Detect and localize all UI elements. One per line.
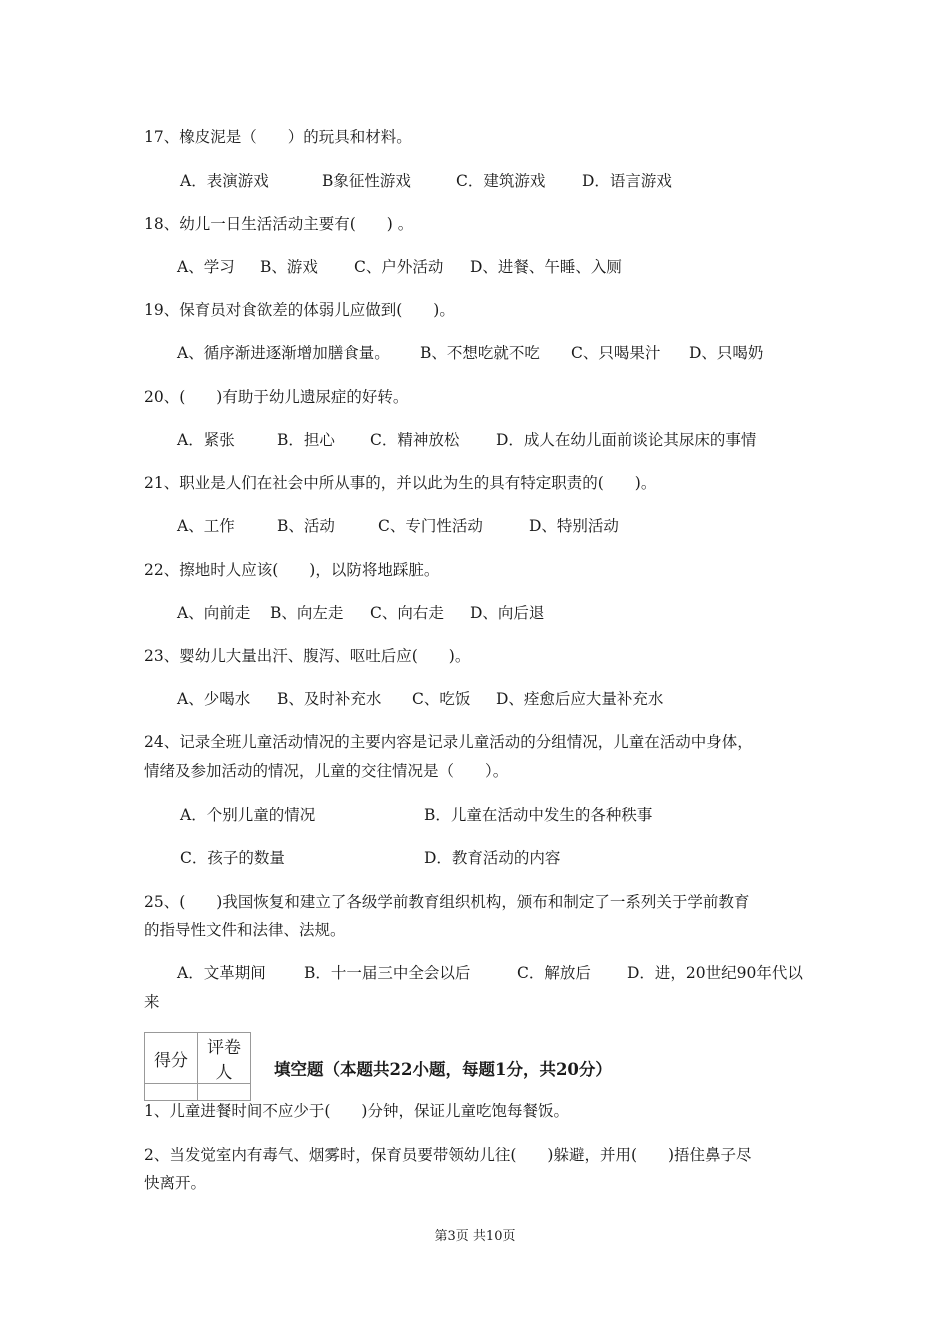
question-21-option-a: A、工作 [177, 517, 235, 535]
question-22-option-c: C、向右走 [370, 604, 444, 622]
question-25-option-c: C．解放后 [517, 964, 591, 982]
question-20-option-b: B．担心 [277, 431, 335, 449]
question-23-stem: 23、婴幼儿大量出汗、腹泻、呕吐后应( )。 [144, 647, 471, 665]
question-21-stem: 21、职业是人们在社会中所从事的，并以此为生的具有特定职责的( )。 [144, 474, 657, 492]
question-20-option-a: A．紧张 [177, 431, 235, 449]
question-19-option-c: C、只喝果汁 [571, 344, 661, 362]
question-17-option-b: B象征性游戏 [322, 172, 411, 190]
question-17-option-a: A．表演游戏 [180, 172, 269, 190]
question-20-option-c: C．精神放松 [370, 431, 460, 449]
question-21-option-d: D、特别活动 [529, 517, 619, 535]
question-24-option-b: B．儿童在活动中发生的各种秩事 [424, 806, 653, 824]
question-24-option-c: C．孩子的数量 [180, 849, 285, 867]
question-23-option-c: C、吃饭 [412, 690, 471, 708]
question-17-stem: 17、橡皮泥是（ ）的玩具和材料。 [144, 128, 412, 146]
question-21-option-b: B、活动 [277, 517, 335, 535]
score-box-score-cell [145, 1084, 198, 1101]
question-19-stem: 19、保育员对食欲差的体弱儿应做到( )。 [144, 301, 455, 319]
score-box-grader-cell [198, 1084, 251, 1101]
question-23-option-b: B、及时补充水 [277, 690, 382, 708]
page-number: 第3页 共10页 [434, 1229, 516, 1244]
question-22-option-b: B、向左走 [270, 604, 344, 622]
question-17-option-c: C．建筑游戏 [456, 172, 546, 190]
question-18-option-b: B、游戏 [260, 258, 318, 276]
question-17-option-d: D．语言游戏 [582, 172, 672, 190]
question-22-stem: 22、擦地时人应该( )，以防将地踩脏。 [144, 561, 440, 579]
question-24-option-d: D．教育活动的内容 [424, 849, 561, 867]
question-21-option-c: C、专门性活动 [378, 517, 483, 535]
question-19-option-b: B、不想吃就不吃 [420, 344, 540, 362]
question-24-option-a: A．个别儿童的情况 [180, 806, 316, 824]
fill-question-2-line2: 快离开。 [144, 1174, 207, 1192]
fill-question-1: 1、儿童进餐时间不应少于( )分钟，保证儿童吃饱每餐饭。 [144, 1102, 569, 1120]
question-19-option-a: A、循序渐进逐渐增加膳食量。 [177, 344, 390, 362]
question-22-option-d: D、向后退 [470, 604, 545, 622]
question-24-stem-line1: 24、记录全班儿童活动情况的主要内容是记录儿童活动的分组情况，儿童在活动中身体， [144, 733, 753, 751]
question-22-option-a: A、向前走 [177, 604, 251, 622]
question-18-option-c: C、户外活动 [354, 258, 444, 276]
question-25-option-a: A．文革期间 [177, 964, 266, 982]
question-25-stem-line2: 的指导性文件和法律、法规。 [144, 921, 346, 939]
question-25-option-b: B．十一届三中全会以后 [304, 964, 471, 982]
question-25-option-d: D．进，20世纪90年代以 [627, 964, 803, 982]
question-23-option-a: A、少喝水 [177, 690, 251, 708]
question-18-option-a: A、学习 [177, 258, 235, 276]
question-19-option-d: D、只喝奶 [689, 344, 764, 362]
fill-question-2-line1: 2、当发觉室内有毒气、烟雾时，保育员要带领幼儿往( )躲避，并用( )捂住鼻子尽 [144, 1146, 752, 1164]
question-25-stem-line1: 25、( )我国恢复和建立了各级学前教育组织机构，颁布和制定了一系列关于学前教育 [144, 893, 750, 911]
question-20-stem: 20、( )有助于幼儿遗尿症的好转。 [144, 388, 409, 406]
question-24-stem-line2: 情绪及参加活动的情况，儿童的交往情况是（ ）。 [144, 762, 509, 780]
score-box [144, 1032, 251, 1101]
score-box-grader-label: 评卷人 [198, 1033, 251, 1084]
question-18-option-d: D、进餐、午睡、入厕 [470, 258, 622, 276]
question-20-option-d: D．成人在幼儿面前谈论其尿床的事情 [496, 431, 757, 449]
question-18-stem: 18、幼儿一日生活活动主要有( ) 。 [144, 215, 414, 233]
question-23-option-d: D、痊愈后应大量补充水 [496, 690, 664, 708]
section-title: 填空题（本题共22小题，每题1分，共20分） [274, 1060, 612, 1079]
score-box-score-label: 得分 [145, 1033, 198, 1084]
question-25-option-d-continued: 来 [144, 993, 160, 1011]
